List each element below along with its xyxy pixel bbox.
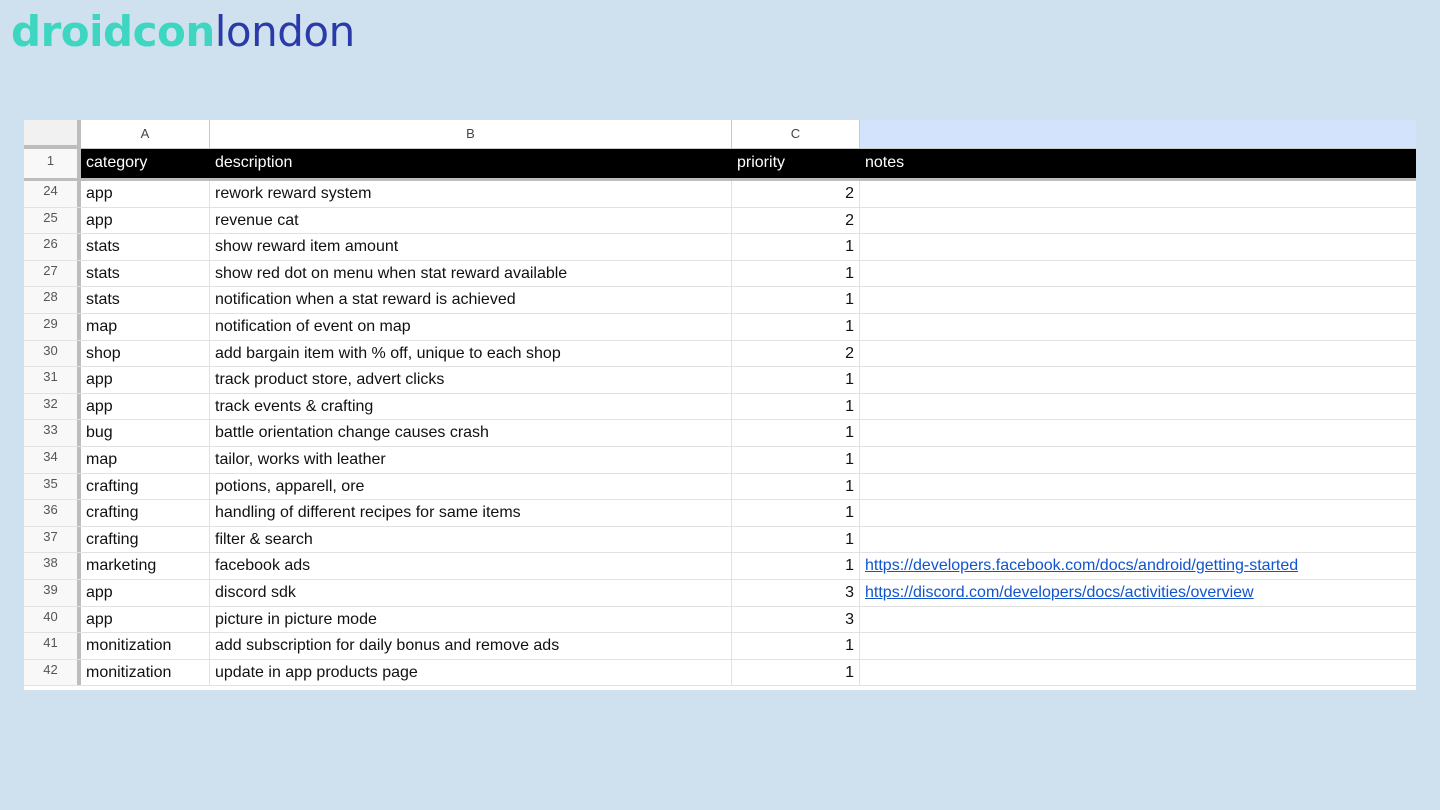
table-row — [24, 607, 1416, 634]
cell-category[interactable]: map — [81, 314, 210, 340]
frozen-header-row — [24, 149, 1416, 181]
row-number[interactable]: 39 — [24, 580, 81, 606]
cell-notes[interactable] — [860, 447, 1416, 473]
cell-category[interactable]: map — [81, 447, 210, 473]
table-row — [24, 261, 1416, 288]
header-cell-priority[interactable]: priority — [737, 154, 786, 171]
cell-description[interactable]: notification of event on map — [210, 314, 732, 340]
table-row — [24, 394, 1416, 421]
cell-description[interactable]: rework reward system — [210, 181, 732, 207]
row-number[interactable]: 42 — [24, 660, 81, 686]
cell-notes[interactable] — [860, 474, 1416, 500]
table-row — [24, 633, 1416, 660]
row-number[interactable]: 36 — [24, 500, 81, 526]
row-number[interactable]: 25 — [24, 208, 81, 234]
row-number[interactable]: 26 — [24, 234, 81, 260]
cell-description[interactable]: facebook ads — [210, 553, 732, 579]
table-row — [24, 500, 1416, 527]
table-row — [24, 420, 1416, 447]
row-number[interactable]: 40 — [24, 607, 81, 633]
cell-category[interactable]: app — [81, 394, 210, 420]
cell-notes[interactable] — [860, 394, 1416, 420]
cell-category[interactable]: stats — [81, 234, 210, 260]
cell-category[interactable]: monitization — [81, 633, 210, 659]
table-row — [24, 447, 1416, 474]
column-header-a[interactable]: A — [81, 120, 210, 149]
cell-priority[interactable]: 2 — [732, 208, 860, 234]
cell-notes[interactable] — [860, 633, 1416, 659]
cell-notes[interactable] — [860, 500, 1416, 526]
cell-description[interactable]: add subscription for daily bonus and remove ads — [210, 633, 732, 659]
cell-priority[interactable]: 1 — [732, 660, 860, 686]
cell-description[interactable]: notification when a stat reward is achieved — [210, 287, 732, 313]
table-row — [24, 314, 1416, 341]
cell-priority[interactable]: 1 — [732, 314, 860, 340]
cell-category[interactable]: crafting — [81, 500, 210, 526]
cell-notes[interactable] — [860, 208, 1416, 234]
cell-priority[interactable]: 1 — [732, 474, 860, 500]
cell-priority[interactable]: 3 — [732, 580, 860, 606]
cell-notes[interactable] — [860, 181, 1416, 207]
cell-notes[interactable] — [860, 234, 1416, 260]
cell-priority[interactable]: 1 — [732, 500, 860, 526]
row-number[interactable]: 34 — [24, 447, 81, 473]
cell-notes[interactable] — [860, 367, 1416, 393]
column-header-d-selected[interactable] — [860, 120, 1416, 149]
header-cell-category[interactable]: category — [86, 154, 148, 171]
header-cell-notes[interactable]: notes — [865, 154, 905, 171]
cell-priority[interactable]: 2 — [732, 181, 860, 207]
cell-description[interactable]: add bargain item with % off, unique to each shop — [210, 341, 732, 367]
header-cell-description[interactable]: description — [215, 154, 293, 171]
cell-priority[interactable]: 1 — [732, 367, 860, 393]
cell-category[interactable]: app — [81, 208, 210, 234]
cell-description[interactable]: track events & crafting — [210, 394, 732, 420]
cell-notes[interactable] — [860, 261, 1416, 287]
cell-category[interactable]: marketing — [81, 553, 210, 579]
logo-droidcon: droidcon — [11, 7, 215, 56]
table-row — [24, 367, 1416, 394]
cell-category[interactable]: app — [81, 367, 210, 393]
cell-notes[interactable] — [860, 314, 1416, 340]
cell-description[interactable]: update in app products page — [210, 660, 732, 686]
table-row — [24, 527, 1416, 554]
row-number[interactable]: 28 — [24, 287, 81, 313]
cell-category[interactable]: monitization — [81, 660, 210, 686]
row-number[interactable]: 35 — [24, 474, 81, 500]
cell-category[interactable]: shop — [81, 341, 210, 367]
cell-category[interactable]: app — [81, 607, 210, 633]
cell-priority[interactable]: 1 — [732, 447, 860, 473]
cell-notes[interactable] — [860, 553, 1416, 579]
notes-link[interactable]: https://developers.facebook.com/docs/android/getting-started — [865, 557, 1299, 575]
cell-priority[interactable]: 3 — [732, 607, 860, 633]
row-number[interactable]: 30 — [24, 341, 81, 367]
column-header-c[interactable]: C — [732, 120, 860, 149]
row-number[interactable]: 24 — [24, 181, 81, 207]
table-row — [24, 474, 1416, 501]
cell-priority[interactable]: 1 — [732, 261, 860, 287]
table-row — [24, 580, 1416, 607]
table-row — [24, 660, 1416, 687]
cell-category[interactable]: app — [81, 181, 210, 207]
cell-description[interactable]: filter & search — [210, 527, 732, 553]
cell-priority[interactable]: 1 — [732, 633, 860, 659]
cell-category[interactable]: bug — [81, 420, 210, 446]
cell-category[interactable]: stats — [81, 287, 210, 313]
table-row — [24, 181, 1416, 208]
cell-priority[interactable]: 1 — [732, 553, 860, 579]
row-number[interactable]: 29 — [24, 314, 81, 340]
column-header-b[interactable]: B — [210, 120, 732, 149]
cell-description[interactable]: tailor, works with leather — [210, 447, 732, 473]
cell-category[interactable]: stats — [81, 261, 210, 287]
cell-description[interactable]: handling of different recipes for same items — [210, 500, 732, 526]
cell-description[interactable]: track product store, advert clicks — [210, 367, 732, 393]
row-number[interactable]: 41 — [24, 633, 81, 659]
row-number[interactable]: 1 — [24, 149, 81, 178]
cell-description[interactable]: discord sdk — [210, 580, 732, 606]
cell-priority[interactable]: 1 — [732, 287, 860, 313]
select-all-corner[interactable] — [24, 120, 81, 149]
cell-description[interactable]: potions, apparell, ore — [210, 474, 732, 500]
cell-notes[interactable] — [860, 607, 1416, 633]
table-row — [24, 287, 1416, 314]
cell-notes[interactable] — [860, 660, 1416, 686]
data-rows — [24, 181, 1416, 686]
cell-category[interactable]: crafting — [81, 474, 210, 500]
cell-notes[interactable] — [860, 420, 1416, 446]
row-number[interactable]: 27 — [24, 261, 81, 287]
cell-description[interactable]: revenue cat — [210, 208, 732, 234]
droidcon-london-logo — [11, 2, 355, 62]
cell-priority[interactable]: 1 — [732, 527, 860, 553]
cell-notes[interactable] — [860, 287, 1416, 313]
row-number[interactable]: 31 — [24, 367, 81, 393]
row-number[interactable]: 32 — [24, 394, 81, 420]
cell-description[interactable]: battle orientation change causes crash — [210, 420, 732, 446]
cell-category[interactable]: app — [81, 580, 210, 606]
cell-priority[interactable]: 2 — [732, 341, 860, 367]
notes-link[interactable]: https://discord.com/developers/docs/activities/overview — [865, 583, 1254, 601]
row-number[interactable]: 33 — [24, 420, 81, 446]
logo-london: london — [214, 7, 355, 56]
cell-notes[interactable] — [860, 341, 1416, 367]
cell-priority[interactable]: 1 — [732, 394, 860, 420]
table-row — [24, 341, 1416, 368]
cell-priority[interactable]: 1 — [732, 420, 860, 446]
table-row — [24, 208, 1416, 235]
cell-description[interactable]: picture in picture mode — [210, 607, 732, 633]
spreadsheet — [24, 120, 1416, 690]
row-number[interactable]: 37 — [24, 527, 81, 553]
cell-notes[interactable] — [860, 527, 1416, 553]
table-row — [24, 234, 1416, 261]
cell-description[interactable]: show red dot on menu when stat reward available — [210, 261, 732, 287]
cell-category[interactable]: crafting — [81, 527, 210, 553]
table-row — [24, 553, 1416, 580]
cell-notes[interactable] — [860, 580, 1416, 606]
row-number[interactable]: 38 — [24, 553, 81, 579]
cell-priority[interactable]: 1 — [732, 234, 860, 260]
cell-description[interactable]: show reward item amount — [210, 234, 732, 260]
